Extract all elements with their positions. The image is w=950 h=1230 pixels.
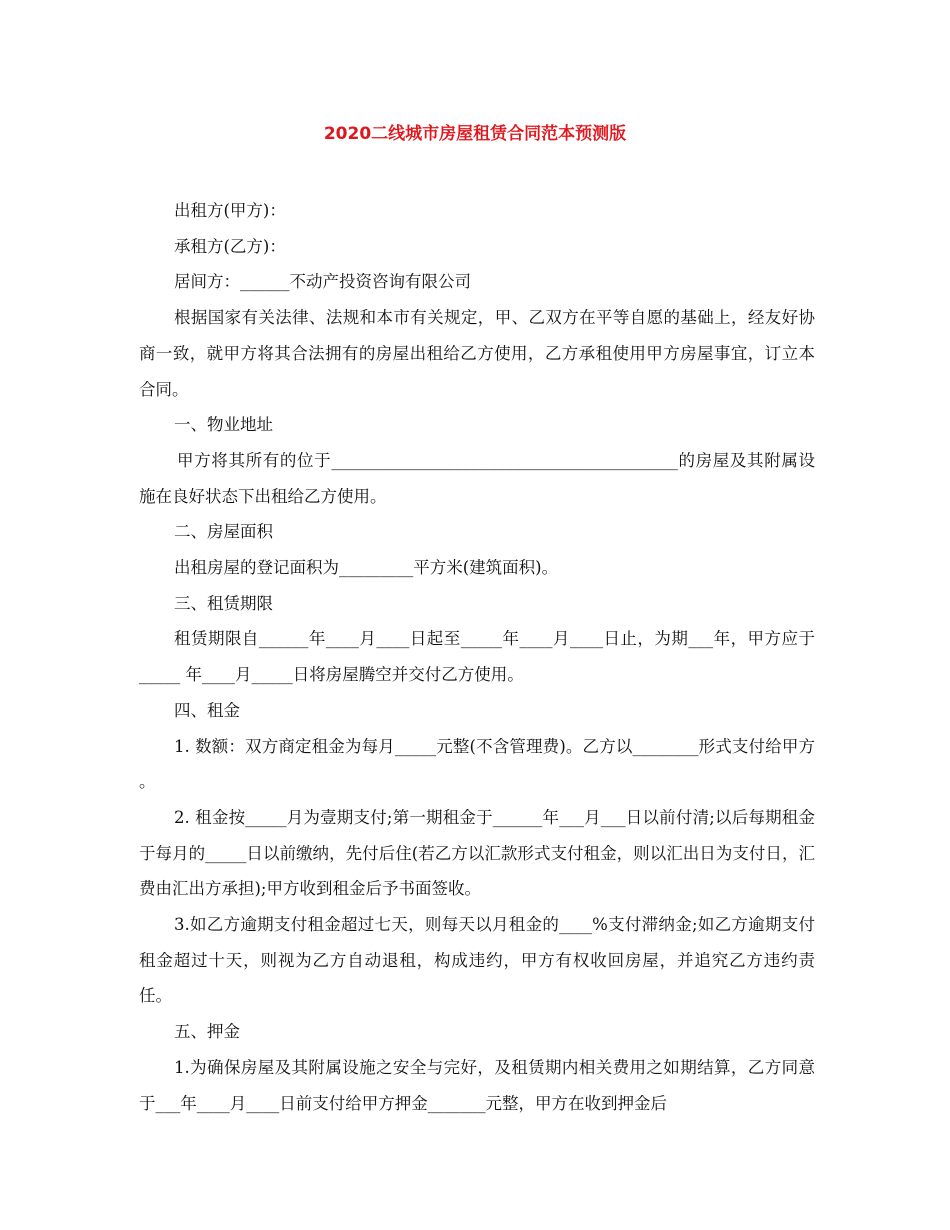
preamble-paragraph: 根据国家有关法律、法规和本市有关规定，甲、乙双方在平等自愿的基础上，经友好协商一致，就甲方将其合法拥有的房屋出租给乙方使用，乙方承租使用甲方房屋事宜，订立本合同。: [139, 308, 815, 399]
document-title: 2020二线城市房屋租赁合同范本预测版: [323, 124, 627, 144]
rent-clause-3: 3.如乙方逾期支付租金超过七天，则每天以月租金的____%支付滞纳金;如乙方逾期支付租金超过十天，则视为乙方自动退租，构成违约，甲方有权收回房屋，并追究乙方违约责任。: [139, 915, 815, 1006]
area-paragraph: 出租房屋的登记面积为_________平方米(建筑面积)。: [174, 558, 559, 578]
rent-clause-1: 1. 数额：双方商定租金为每月_____元整(不含管理费)。乙方以________形式支付给甲方 。: [139, 736, 815, 792]
section-heading-deposit: 五、押金: [174, 1022, 240, 1042]
intermediary-line: 居间方：______不动产投资咨询有限公司: [174, 272, 471, 292]
section-heading-address: 一、物业地址: [174, 415, 273, 435]
document-body: [139, 193, 815, 1121]
deposit-clause-1: 1.为确保房屋及其附属设施之安全与完好，及租赁期内相关费用之如期结算，乙方同意于___年____月____日前支付给甲方押金_______元整，甲方在收到押金后: [139, 1057, 815, 1113]
address-paragraph: 甲方将其所有的位于__________________________________________的房屋及其附属设施在良好状态下出租给乙方使用。: [139, 450, 815, 506]
section-heading-area: 二、房屋面积: [174, 522, 273, 542]
rent-clause-2: 2. 租金按_____月为壹期支付;第一期租金于______年___月___日以前付清;以后每期租金于每月的_____日以前缴纳，先付后住(若乙方以汇款形式支付租金，则以汇出日为支付日，汇费由汇出方承担);甲方收到租金后予书面签收。: [139, 807, 815, 899]
section-heading-rent: 四、租金: [174, 700, 240, 720]
lessor-line: 出租方(甲方)：: [174, 201, 286, 220]
section-heading-term: 三、租赁期限: [174, 593, 273, 613]
term-paragraph: 租赁期限自______年____月____日起至_____年____月____日止，为期___年，甲方应于_____ 年____月_____日将房屋腾空并交付乙方使用。: [139, 629, 815, 685]
lessee-line: 承租方(乙方)：: [174, 236, 286, 256]
